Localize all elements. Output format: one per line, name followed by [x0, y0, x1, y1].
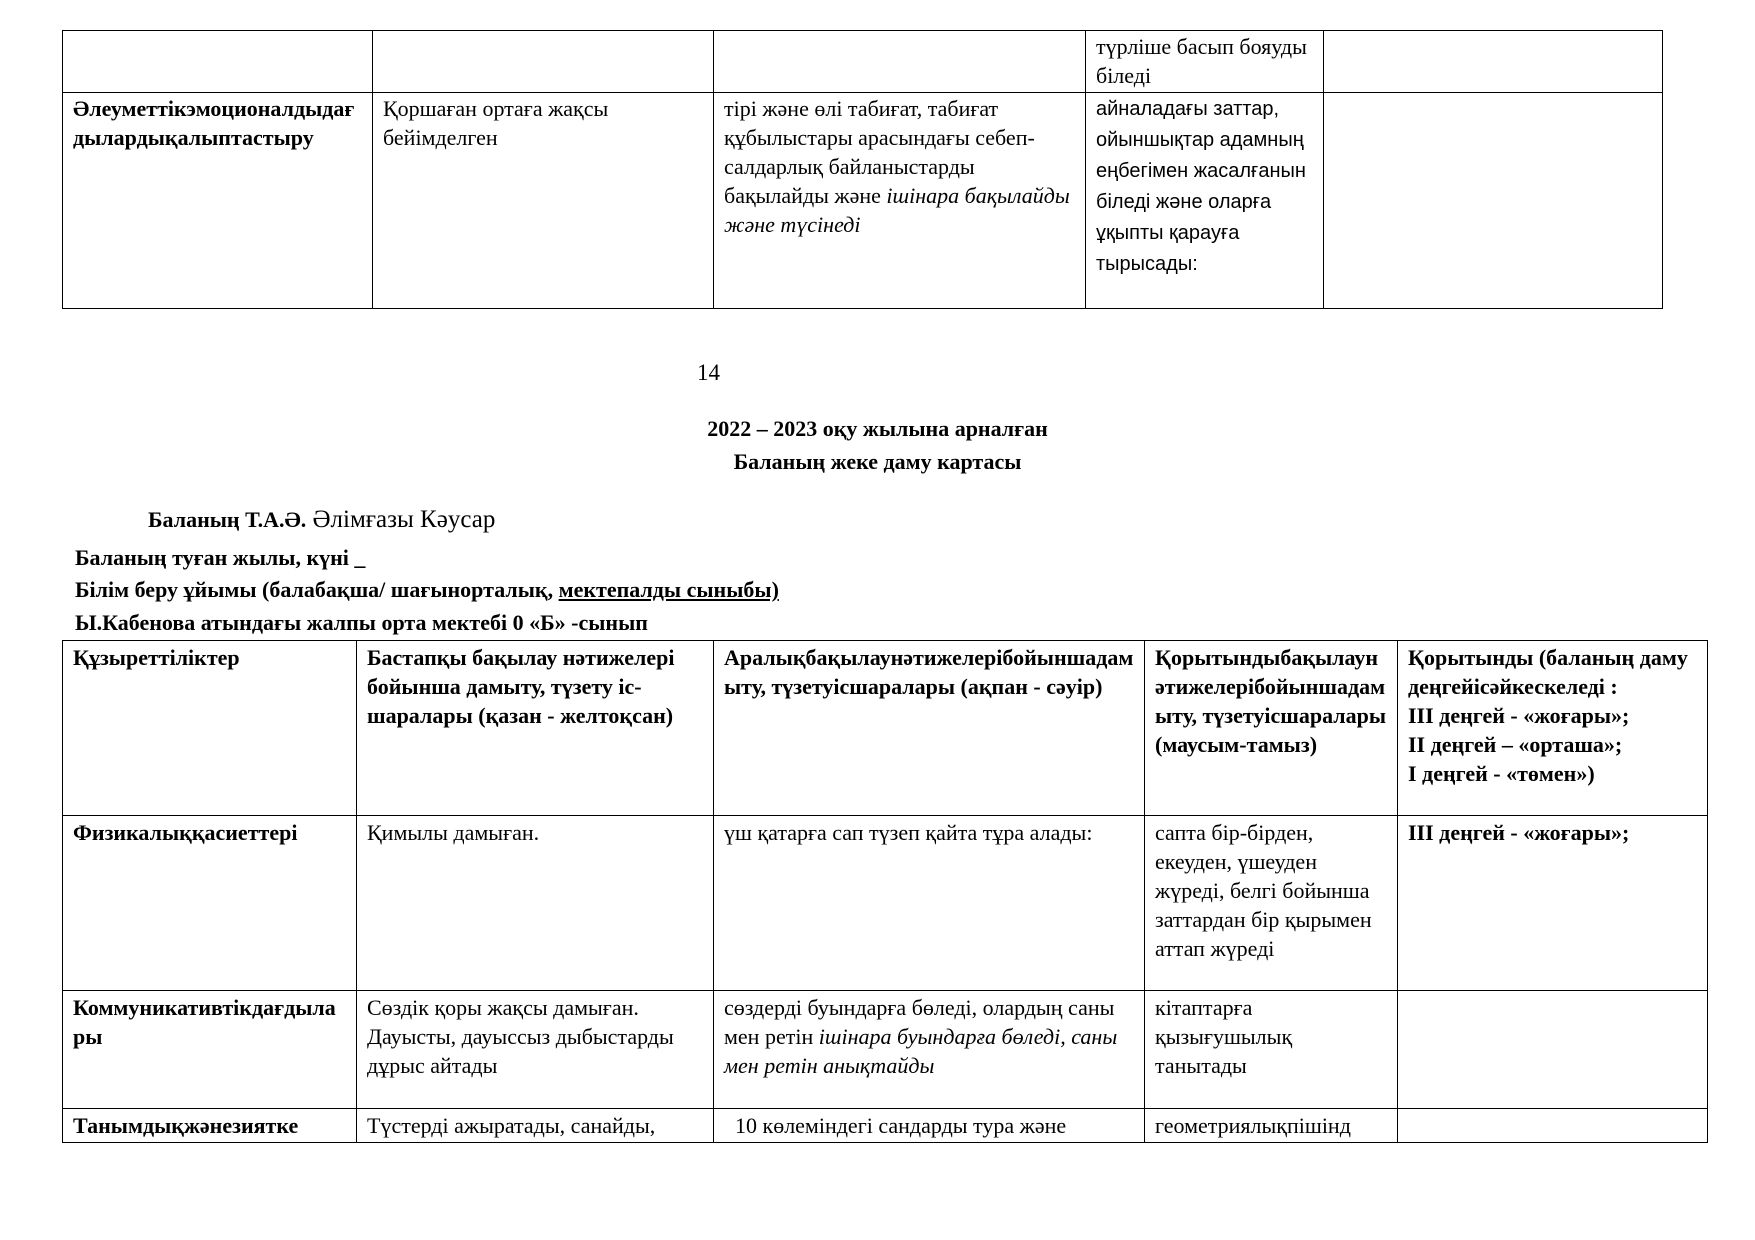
- table-row: [63, 816, 1708, 991]
- cell-italic-text: ішінара бақылайды және түсінеді: [724, 183, 1070, 237]
- competency-cell: Коммуникативтікдағдылары: [63, 991, 357, 1109]
- development-table: [62, 640, 1708, 1143]
- cell: [714, 93, 1086, 309]
- level-cell: [1398, 991, 1708, 1109]
- level-2: ІІ деңгей – «орташа»;: [1408, 732, 1623, 757]
- cell: үш қатарға сап түзеп қайта тұра алады:: [714, 816, 1145, 991]
- level-3: ІІІ деңгей - «жоғары»;: [1408, 703, 1630, 728]
- cell: Сөздік қоры жақсы дамыған. Дауысты, дауыссыз дыбыстарды дұрыс айтады: [357, 991, 714, 1109]
- competency-cell: Әлеуметтікэмоционалдыдағдылардықалыптастыру: [63, 93, 373, 309]
- organization-label: Білім беру ұйымы (балабақша/ шағынорталық,: [75, 577, 559, 602]
- page-number: 14: [697, 360, 720, 385]
- competency-cell: Танымдықжәнезиятке: [63, 1109, 357, 1143]
- header-initial: Бастапқы бақылау нәтижелері бойынша дамыту, түзету іс-шаралары (қазан - желтоқсан): [357, 641, 714, 816]
- header-conclusion-main: Қорытынды (баланың даму деңгейісәйкескеледі :: [1408, 645, 1688, 699]
- child-name-value: Әлімғазы Кәусар: [306, 506, 496, 533]
- cell: геометриялықпішінд: [1145, 1109, 1398, 1143]
- table-row: [63, 1109, 1708, 1143]
- heading-line-1: 2022 – 2023 оқу жылына арналған: [707, 416, 1048, 441]
- level-cell: [1398, 1109, 1708, 1143]
- child-name-label: Баланың Т.А.Ә.: [148, 507, 307, 532]
- cell-italic-text: ішінара буындарға бөледі, саны мен ретін анықтайды: [724, 1024, 1118, 1078]
- table-header-row: [63, 641, 1708, 816]
- cell: Қоршаған ортаға жақсы бейімделген: [373, 93, 714, 309]
- school-name: Ы.Кабенова атындағы жалпы орта мектебі 0 «Б» -сынып: [75, 610, 648, 635]
- cell: [714, 31, 1086, 93]
- top-table: [62, 30, 1663, 309]
- table-row: [63, 31, 1663, 93]
- level-1: І деңгей - «төмен»): [1408, 761, 1595, 786]
- header-final-measures: Қорытындыбақылаунәтижелерібойыншадамыту, түзетуісшаралары (маусым-тамыз): [1145, 641, 1398, 816]
- header-competencies: Құзыреттіліктер: [63, 641, 357, 816]
- cell-text: тірі және өлі табиғат, табиғат құбылыстары арасындағы себеп-салдарлық байланыстарды бақылайды және: [724, 96, 1035, 208]
- cell: түрліше басып бояуды біледі: [1086, 31, 1324, 93]
- cell: [1324, 31, 1663, 93]
- cell: айналадағы заттар, ойыншықтар адамның еңбегімен жасалғанын біледі және оларға ұқыпты қарауға тырысады:: [1086, 93, 1324, 309]
- organization-line: [75, 577, 779, 603]
- header-conclusion: [1398, 641, 1708, 816]
- cell: [373, 31, 714, 93]
- cell: [1324, 93, 1663, 309]
- level-cell: ІІІ деңгей - «жоғары»;: [1398, 816, 1708, 991]
- cell: [63, 31, 373, 93]
- competency-cell: Физикалыққасиеттері: [63, 816, 357, 991]
- heading-line-2: Баланың жеке даму картасы: [733, 449, 1022, 474]
- table-row: [63, 93, 1663, 309]
- cell: [714, 991, 1145, 1109]
- organization-type: мектепалды сыныбы): [558, 577, 779, 602]
- header-intermediate: Аралықбақылаунәтижелерібойыншадамыту, түзетуісшаралары (ақпан - сәуір): [714, 641, 1145, 816]
- cell: сапта бір-бірден, екеуден, үшеуден жүреді, белгі бойынша заттардан бір қырымен аттап жүреді: [1145, 816, 1398, 991]
- cell: Түстерді ажыратады, санайды,: [357, 1109, 714, 1143]
- table-row: [63, 991, 1708, 1109]
- cell-text: сөздерді буындарға бөледі, олардың саны мен ретін: [724, 995, 1115, 1049]
- cell: кітаптарға қызығушылық танытады: [1145, 991, 1398, 1109]
- cell: 10 көлеміндегі сандарды тура және: [714, 1109, 1145, 1143]
- cell: Қимылы дамыған.: [357, 816, 714, 991]
- child-name: [148, 506, 495, 534]
- birth-date-label: Баланың туған жылы, күні _: [75, 545, 366, 570]
